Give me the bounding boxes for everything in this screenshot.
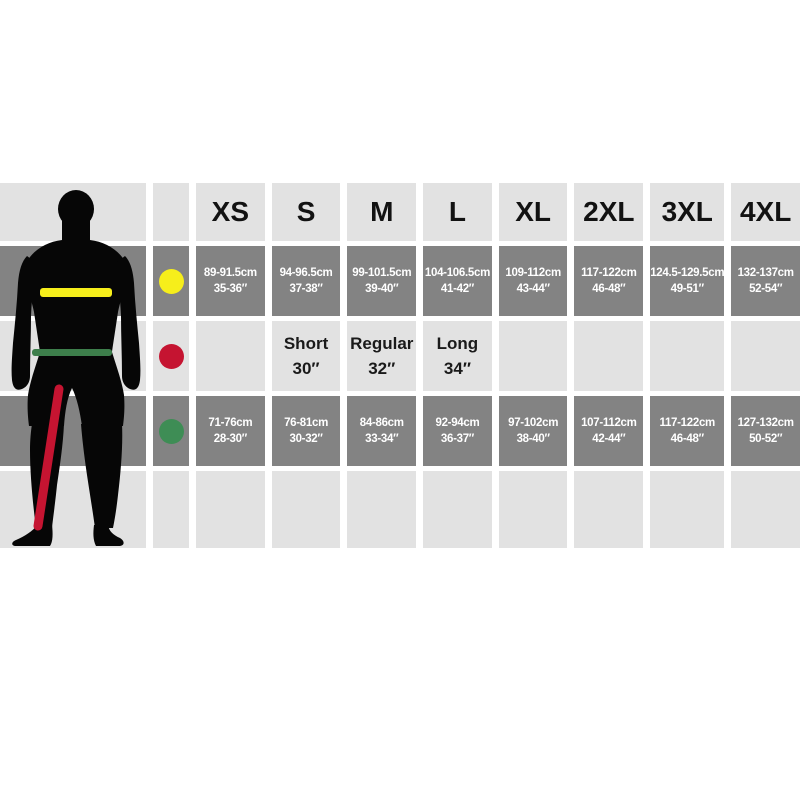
cell-text-line2: 38-40″	[516, 433, 550, 445]
figure-band-row0	[0, 183, 146, 241]
cell-text-line2: 28-30″	[213, 433, 247, 445]
cell-waist-2xl	[574, 396, 643, 466]
cell-text-line2: 30-32″	[289, 433, 323, 445]
cell-text-line2: 49-51″	[670, 283, 704, 295]
cell-chest-4xl	[731, 246, 800, 316]
cell-text-line1: 109-112cm	[505, 267, 561, 279]
cell-text-line2: 52-54″	[749, 283, 783, 295]
empty-cell-l	[423, 471, 492, 548]
cell-waist-xl	[499, 396, 568, 466]
cell-leg-length-xl	[499, 321, 568, 391]
waist-marker-dot-icon	[159, 419, 184, 444]
cell-waist-s	[272, 396, 341, 466]
cell-text-line1: 107-112cm	[581, 417, 637, 429]
cell-leg-length-xs	[196, 321, 265, 391]
chest-marker-dot-icon	[159, 269, 184, 294]
empty-cell-4xl	[731, 471, 800, 548]
cell-text-line1: 132-137cm	[737, 267, 794, 279]
dot-cell-row2	[153, 321, 189, 391]
empty-cell-xl	[499, 471, 568, 548]
cell-text-line2: 34″	[443, 359, 471, 378]
cell-text-line1: 76-81cm	[284, 417, 328, 429]
cell-text-line2: 43-44″	[516, 283, 550, 295]
cell-text-line1: Long	[436, 334, 479, 353]
empty-cell-2xl	[574, 471, 643, 548]
cell-leg-length-2xl	[574, 321, 643, 391]
cell-chest-l	[423, 246, 492, 316]
cell-leg-length-4xl	[731, 321, 800, 391]
cell-text-line2: 37-38″	[289, 283, 323, 295]
cell-text-line1: 84-86cm	[359, 417, 404, 429]
cell-waist-3xl	[650, 396, 724, 466]
cell-text-line1: 104-106.5cm	[424, 267, 490, 279]
dot-cell-row3	[153, 396, 189, 466]
cell-chest-xs	[196, 246, 265, 316]
cell-leg-length-s	[272, 321, 341, 391]
cell-chest-s	[272, 246, 341, 316]
size-header-2xl: 2XL	[574, 183, 643, 241]
cell-chest-m	[347, 246, 416, 316]
leg-length-marker-dot-icon	[159, 344, 184, 369]
cell-text-line1: Short	[283, 334, 329, 353]
cell-text-line2: 41-42″	[440, 283, 474, 295]
cell-text-line2: 46-48″	[670, 433, 704, 445]
figure-band-row1	[0, 246, 146, 316]
cell-text-line1: Regular	[350, 334, 414, 353]
dot-cell-row4	[153, 471, 189, 548]
size-header-3xl: 3XL	[650, 183, 724, 241]
cell-waist-4xl	[731, 396, 800, 466]
empty-cell-s	[272, 471, 341, 548]
figure-band-row4	[0, 471, 146, 548]
cell-leg-length-l	[423, 321, 492, 391]
cell-text-line2: 33-34″	[365, 433, 399, 445]
cell-text-line2: 30″	[292, 359, 320, 378]
cell-chest-xl	[499, 246, 568, 316]
cell-text-line1: 124.5-129.5cm	[650, 267, 725, 279]
size-header-xs: XS	[196, 183, 265, 241]
size-header-xl: XL	[499, 183, 568, 241]
cell-text-line1: 117-122cm	[659, 417, 715, 429]
cell-text-line1: 92-94cm	[435, 417, 480, 429]
cell-text-line2: 35-36″	[213, 283, 247, 295]
figure-band-row2	[0, 321, 146, 391]
cell-waist-l	[423, 396, 492, 466]
figure-band-row3	[0, 396, 146, 466]
cell-text-line2: 32″	[368, 359, 396, 378]
size-header-s: S	[272, 183, 341, 241]
size-header-m: M	[347, 183, 416, 241]
cell-waist-m	[347, 396, 416, 466]
cell-chest-2xl	[574, 246, 643, 316]
cell-text-line1: 71-76cm	[208, 417, 253, 429]
empty-cell-xs	[196, 471, 265, 548]
cell-text-line1: 97-102cm	[508, 417, 559, 429]
cell-text-line2: 42-44″	[592, 433, 626, 445]
cell-text-line2: 46-48″	[592, 283, 626, 295]
cell-text-line1: 99-101.5cm	[352, 267, 412, 279]
cell-text-line2: 36-37″	[440, 433, 474, 445]
cell-text-line1: 127-132cm	[737, 417, 794, 429]
cell-text-line2: 39-40″	[365, 283, 399, 295]
cell-leg-length-3xl	[650, 321, 724, 391]
cell-text-line1: 117-122cm	[581, 267, 637, 279]
dot-cell-row0	[153, 183, 189, 241]
cell-text-line1: 94-96.5cm	[279, 267, 333, 279]
cell-text-line1: 89-91.5cm	[203, 267, 257, 279]
cell-chest-3xl	[650, 246, 724, 316]
cell-waist-xs	[196, 396, 265, 466]
cell-leg-length-m	[347, 321, 416, 391]
size-header-4xl: 4XL	[731, 183, 800, 241]
empty-cell-3xl	[650, 471, 724, 548]
empty-cell-m	[347, 471, 416, 548]
dot-cell-row1	[153, 246, 189, 316]
cell-text-line2: 50-52″	[749, 433, 783, 445]
size-chart-grid	[0, 183, 800, 548]
size-header-l: L	[423, 183, 492, 241]
